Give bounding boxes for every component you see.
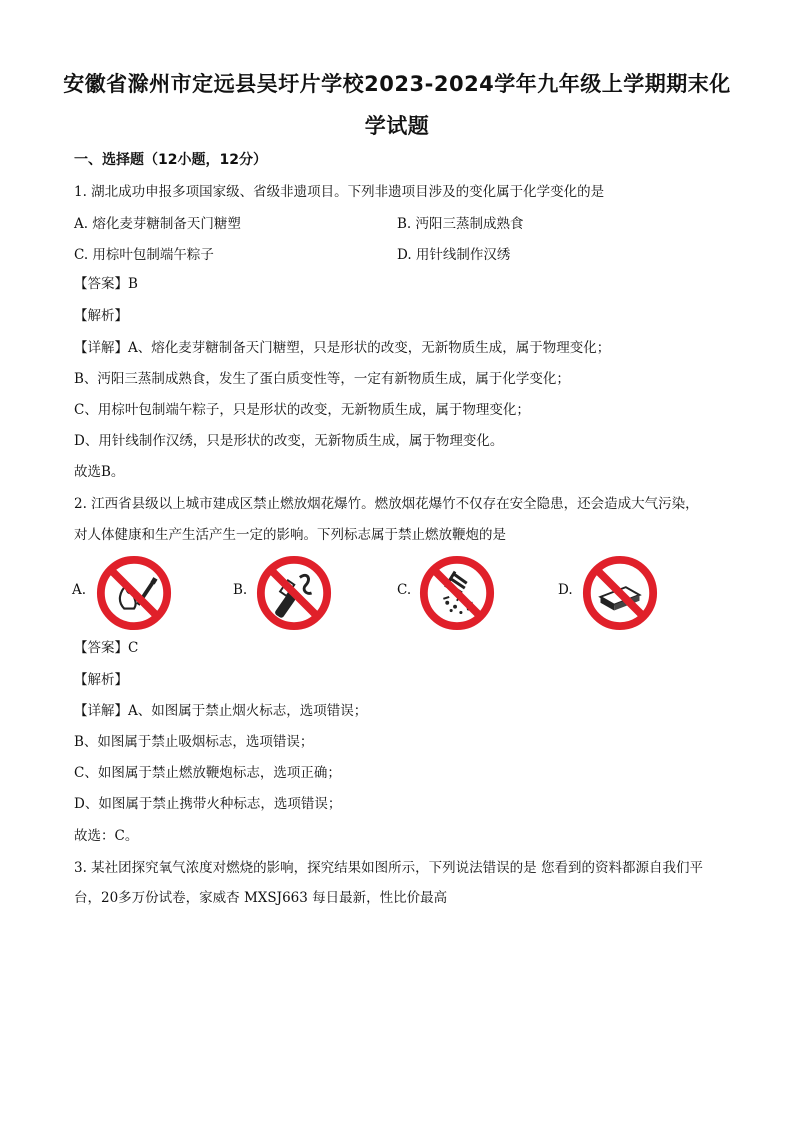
q1-option-d: D. 用针线制作汉绣 [397,247,511,263]
q2-option-a-label: A. [72,582,87,598]
q1-answer: 【答案】B [74,276,138,292]
q2-detail-c: C、如图属于禁止燃放鞭炮标志，选项正确； [74,765,341,781]
q1-stem: 1. 湖北成功申报多项国家级、省级非遗项目。下列非遗项目涉及的变化属于化学变化的是 [74,184,605,200]
q1-detail-a: 【详解】A、熔化麦芽糖制备天门糖塑，只是形状的改变，无新物质生成，属于物理变化； [74,340,611,356]
q2-option-c-label: C. [397,582,412,598]
q3-stem-line2: 台，20多万份试卷，家威杏 MXSJ663 每日最新，性比价最高 [74,890,448,906]
q2-option-b-label: B. [233,582,248,598]
no-smoking-sign-icon [255,554,333,632]
q2-option-d-label: D. [558,582,573,598]
q2-detail-b: B、如图属于禁止吸烟标志，选项错误； [74,734,314,750]
no-firecrackers-sign-icon [418,554,496,632]
no-fire-sign-icon [95,554,173,632]
exam-title-line1: 安徽省滁州市定远县吴圩片学校2023-2024学年九年级上学期期末化 [63,72,731,96]
q2-analysis-heading: 【解析】 [74,672,128,688]
q2-stem-line1: 2. 江西省县级以上城市建成区禁止燃放烟花爆竹。燃放烟花爆竹不仅存在安全隐患，还会造成大气污染， [74,496,699,512]
q2-answer: 【答案】C [74,640,139,656]
q1-detail-b: B、沔阳三蒸制成熟食，发生了蛋白质变性等，一定有新物质生成，属于化学变化； [74,371,570,387]
q2-conclusion: 故选：C。 [74,828,139,844]
q2-detail-d: D、如图属于禁止携带火种标志，选项错误； [74,796,342,812]
q1-analysis-heading: 【解析】 [74,308,128,324]
q2-detail-a: 【详解】A、如图属于禁止烟火标志，选项错误； [74,703,368,719]
q1-option-a: A. 熔化麦芽糖制备天门糖塑 [74,216,241,232]
q1-conclusion: 故选B。 [74,464,125,480]
no-kindling-sign-icon [581,554,659,632]
q1-detail-c: C、用棕叶包制端午粽子，只是形状的改变，无新物质生成，属于物理变化； [74,402,530,418]
section-heading: 一、选择题（12小题，12分） [74,152,267,168]
q1-option-c: C. 用棕叶包制端午粽子 [74,247,214,263]
q2-stem-line2: 对人体健康和生产生活产生一定的影响。下列标志属于禁止燃放鞭炮的是 [74,527,506,543]
q1-detail-d: D、用针线制作汉绣，只是形状的改变，无新物质生成，属于物理变化。 [74,433,504,449]
q3-stem-line1: 3. 某社团探究氧气浓度对燃烧的影响，探究结果如图所示，下列说法错误的是 您看到的资料都源自我们平 [74,860,703,876]
exam-title-line2: 学试题 [364,114,430,138]
q1-option-b: B. 沔阳三蒸制成熟食 [397,216,524,232]
